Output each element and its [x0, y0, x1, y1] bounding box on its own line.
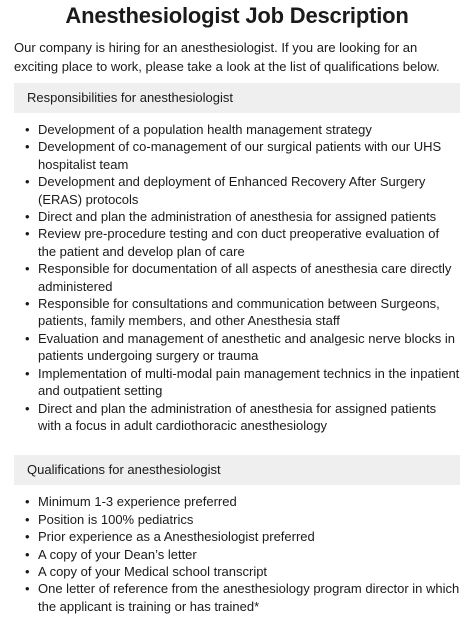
responsibility-item: [25, 138, 460, 173]
bullet-icon: •: [25, 563, 30, 579]
bullet-icon: •: [25, 174, 30, 190]
item-text: Review pre-procedure testing and con duct preoperative evaluation of the patient and develop plan of care: [38, 226, 440, 259]
qualification-item: [25, 511, 460, 528]
qualifications-header: Qualifications for anesthesiologist: [14, 455, 460, 485]
item-text: Implementation of multi-modal pain management technics in the inpatient and outpatient setting: [38, 365, 460, 399]
qualification-item: [25, 528, 460, 545]
bullet-icon: •: [25, 511, 30, 527]
page-title: Anesthesiologist Job Description: [65, 3, 409, 28]
responsibility-item: [25, 121, 460, 138]
responsibility-item: [25, 400, 460, 435]
responsibilities-list: [14, 121, 460, 434]
bullet-icon: •: [25, 546, 30, 562]
item-text: Development of co-management of our surgical patients with our UHS hospitalist team: [38, 139, 442, 172]
item-text: Direct and plan the administration of anesthesia for assigned patients with a focus in adult cardiothoracic anesthesiology: [38, 400, 437, 433]
item-text: Development of a population health management strategy: [38, 122, 372, 137]
item-text: Minimum 1-3 experience preferred: [38, 494, 237, 510]
item-text: A copy of your Dean’s letter: [38, 546, 197, 562]
item-text: Direct and plan the administration of anesthesia for assigned patients: [38, 209, 437, 225]
bullet-icon: •: [25, 400, 30, 416]
responsibility-item: [25, 173, 460, 208]
qualification-item: [25, 546, 460, 563]
qualification-item: [25, 580, 460, 615]
qualification-item: [25, 563, 460, 580]
responsibility-item: [25, 260, 460, 295]
qualifications-list: [14, 493, 460, 615]
item-text: Responsible for consultations and communication between Surgeons, patients, family members, and other Anesthesia staff: [38, 296, 440, 329]
intro-paragraph: Our company is hiring for an anesthesiologist. If you are looking for an exciting place to work, please take a look at the list of qualifications below.: [14, 40, 440, 74]
bullet-icon: •: [25, 581, 30, 597]
responsibility-item: [25, 295, 460, 330]
responsibility-item: [25, 330, 460, 365]
qualification-item: [25, 493, 460, 510]
responsibility-item: [25, 365, 460, 400]
responsibility-item: [25, 208, 460, 225]
bullet-icon: •: [25, 139, 30, 155]
item-text: Prior experience as a Anesthesiologist preferred: [38, 529, 315, 545]
item-text: Development and deployment of Enhanced Recovery After Surgery (ERAS) protocols: [38, 174, 426, 207]
responsibility-item: [25, 225, 460, 260]
bullet-icon: •: [25, 494, 30, 510]
item-text: One letter of reference from the anesthesiology program director in which the applicant is training or has trained*: [38, 581, 460, 614]
bullet-icon: •: [25, 261, 30, 277]
bullet-icon: •: [25, 226, 30, 242]
responsibilities-header: Responsibilities for anesthesiologist: [14, 83, 460, 113]
bullet-icon: •: [25, 529, 30, 545]
bullet-icon: •: [25, 209, 30, 225]
item-text: A copy of your Medical school transcript: [38, 563, 268, 579]
bullet-icon: •: [25, 296, 30, 312]
bullet-icon: •: [25, 122, 30, 137]
item-text: Evaluation and management of anesthetic and analgesic nerve blocks in patients undergoing surgery or trauma: [38, 330, 455, 364]
item-text: Responsible for documentation of all aspects of anesthesia care directly administered: [38, 261, 452, 294]
bullet-icon: •: [25, 330, 30, 346]
bullet-icon: •: [25, 365, 30, 381]
item-text: Position is 100% pediatrics: [38, 511, 194, 527]
